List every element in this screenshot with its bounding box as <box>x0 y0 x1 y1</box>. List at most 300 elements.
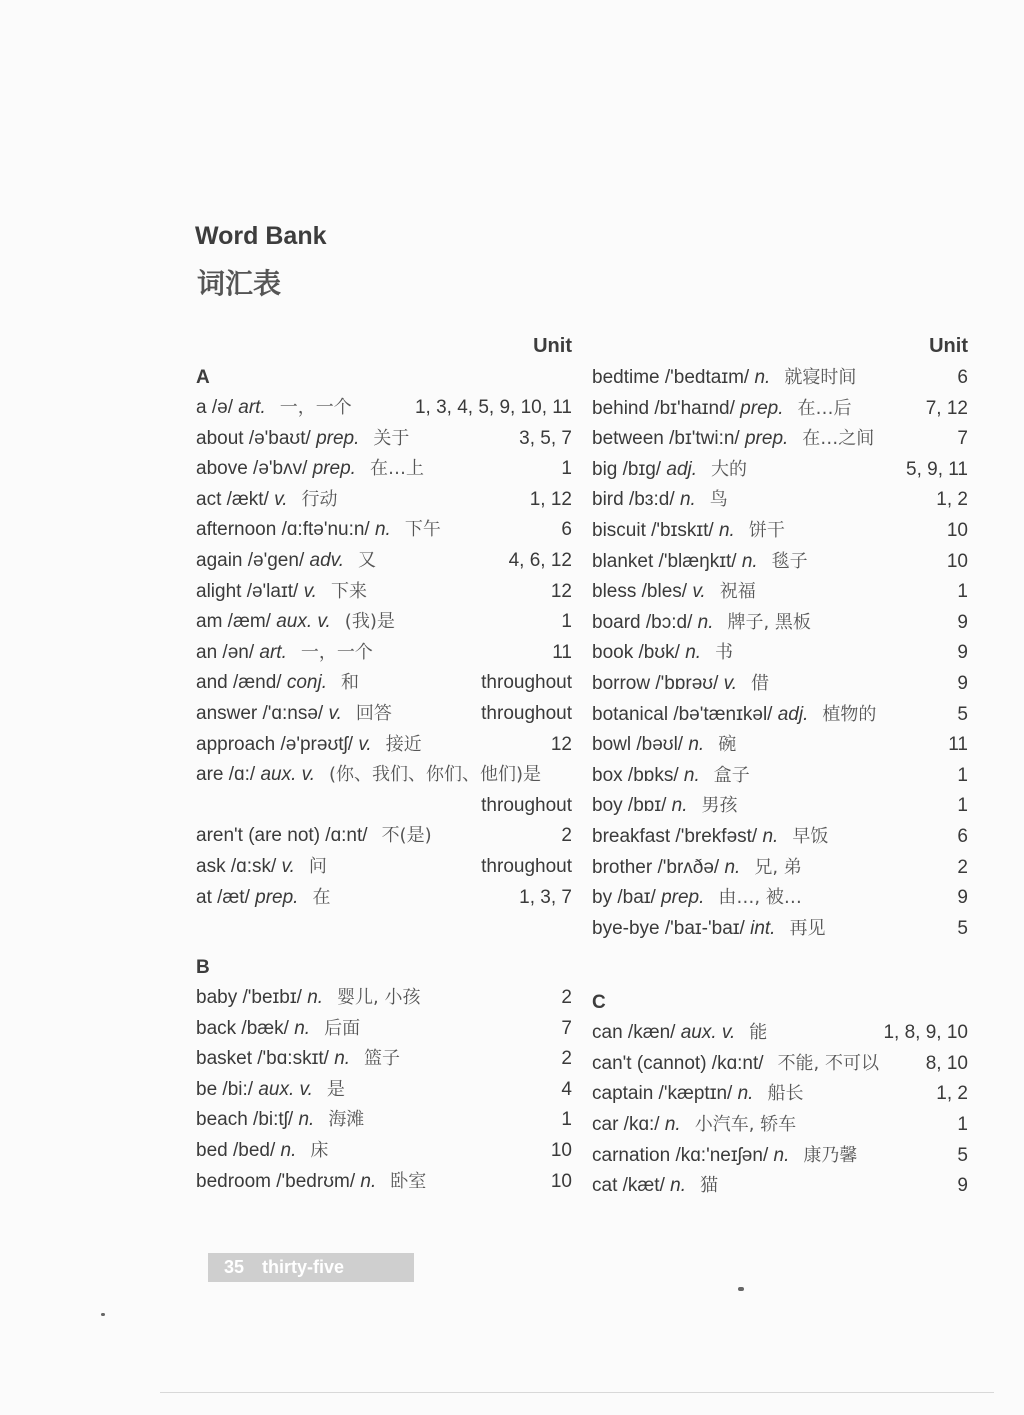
entry-text <box>592 1110 951 1141</box>
entry-part-of-speech: prep. <box>255 886 299 908</box>
entry-unit: 2 <box>957 856 968 878</box>
entry-part-of-speech: n. <box>697 611 714 633</box>
entry-translation: 由…, 被… <box>718 887 802 909</box>
entry-text <box>592 394 920 425</box>
entry-part-of-speech: n. <box>773 1144 790 1166</box>
entry-word: can /kæn/ <box>592 1022 676 1044</box>
word-entry <box>196 1075 572 1106</box>
entry-word: carnation /kɑ:'neɪʃən/ <box>592 1144 769 1166</box>
entry-translation: 一，一个 <box>279 397 352 418</box>
entry-text <box>196 1014 555 1045</box>
entry-text <box>592 455 900 486</box>
entry-part-of-speech: n. <box>360 1170 377 1192</box>
entry-part-of-speech: prep. <box>661 887 705 909</box>
entry-unit: 10 <box>946 519 968 541</box>
entry-translation: 不能, 不可以 <box>777 1052 880 1074</box>
entry-word: cat /kæt/ <box>592 1175 665 1197</box>
entry-unit: 1, 2 <box>936 489 968 511</box>
entry-word: approach /ə'prəʊtʃ/ <box>196 733 354 755</box>
entry-part-of-speech: v. <box>274 488 288 510</box>
entry-translation: 书 <box>715 642 734 664</box>
entry-word: again /ə'gen/ <box>196 549 305 571</box>
entry-translation: 卧室 <box>390 1170 427 1192</box>
entry-unit: 4, 6, 12 <box>508 549 572 571</box>
entry-word: afternoon /ɑ:ftə'nu:n/ <box>196 519 370 541</box>
entry-unit: 1, 8, 9, 10 <box>883 1022 968 1044</box>
entry-text <box>592 791 951 822</box>
entry-word: bedtime /'bedtaɪm/ <box>592 367 750 388</box>
entry-text <box>592 730 942 761</box>
entry-text <box>592 700 951 731</box>
word-entry <box>592 669 968 700</box>
entry-translation: 男孩 <box>701 795 738 817</box>
entry-translation: 接近 <box>385 733 422 755</box>
word-entry <box>592 1049 968 1080</box>
page-title: Word Bank <box>195 222 327 250</box>
word-entry <box>196 393 572 424</box>
entry-unit: throughout <box>481 702 572 724</box>
entry-part-of-speech: art. <box>259 641 287 663</box>
entry-translation: 不(是) <box>381 825 432 847</box>
entry-part-of-speech: aux. v. <box>276 611 331 633</box>
entry-unit: throughout <box>481 855 572 877</box>
word-entry <box>592 547 968 578</box>
page-footer <box>208 1253 414 1282</box>
word-entry <box>592 516 968 547</box>
entry-translation: (我)是 <box>344 611 395 633</box>
entry-text <box>196 1044 555 1075</box>
entry-part-of-speech: v. <box>723 672 738 694</box>
entry-translation: 篮子 <box>364 1048 401 1070</box>
entry-word: bed /bed/ <box>196 1140 276 1162</box>
entry-unit: 1, 3, 7 <box>519 886 572 908</box>
entry-unit: 10 <box>550 1140 572 1162</box>
word-entry <box>196 983 572 1014</box>
entry-text <box>196 577 545 608</box>
word-entry <box>592 853 968 884</box>
entry-part-of-speech: n. <box>294 1017 311 1039</box>
entry-word: captain /'kæptɪn/ <box>592 1083 733 1105</box>
entry-unit: 11 <box>948 734 968 756</box>
entry-part-of-speech: n. <box>298 1109 315 1131</box>
entry-translation: 借 <box>751 672 770 694</box>
entry-unit: 1 <box>561 458 572 480</box>
entry-translation: 在 <box>312 886 331 908</box>
entry-text <box>196 393 409 424</box>
entry-part-of-speech: n. <box>671 795 688 817</box>
entry-translation: 小汽车, 轿车 <box>694 1114 797 1136</box>
word-entry <box>196 760 572 791</box>
entry-word: can't (cannot) /kɑ:nt/ <box>592 1052 764 1074</box>
word-entry <box>196 515 572 546</box>
word-entry <box>196 1044 572 1075</box>
entry-translation: 兄, 弟 <box>754 856 802 878</box>
entry-translation: 再见 <box>789 917 826 939</box>
entry-text <box>592 424 951 455</box>
entry-unit: 5 <box>957 703 968 725</box>
entry-translation: 能 <box>749 1022 768 1044</box>
entry-text <box>196 760 566 791</box>
entry-translation: 鸟 <box>709 489 728 511</box>
word-entry <box>196 424 572 455</box>
entry-translation: 牌子, 黑板 <box>727 611 811 633</box>
entry-word: by /baɪ/ <box>592 887 656 909</box>
entry-part-of-speech: art. <box>238 397 266 418</box>
entry-text <box>196 883 513 914</box>
entry-text <box>196 546 503 577</box>
entry-part-of-speech: n. <box>737 1083 754 1105</box>
word-entry <box>592 1141 968 1172</box>
entry-text <box>592 547 941 578</box>
entry-unit: 1 <box>957 581 968 603</box>
entry-text <box>592 577 951 608</box>
entry-word: and /ænd/ <box>196 672 282 694</box>
entry-word: bye-bye /'baɪ-'baɪ/ <box>592 917 745 939</box>
entry-unit: 6 <box>957 825 968 847</box>
entry-part-of-speech: prep. <box>312 458 356 480</box>
entry-word: big /bɪg/ <box>592 458 662 480</box>
entry-translation: 回答 <box>355 702 392 724</box>
word-entry <box>592 1110 968 1141</box>
entry-word: car /kɑ:/ <box>592 1114 660 1136</box>
unit-column-header: Unit <box>533 335 572 357</box>
entry-word: act /ækt/ <box>196 488 269 510</box>
entry-part-of-speech: v. <box>328 702 342 724</box>
entry-unit: 1, 2 <box>936 1083 968 1105</box>
entry-part-of-speech: adv. <box>309 549 345 571</box>
entry-part-of-speech: n. <box>664 1114 681 1136</box>
entry-translation: 猫 <box>700 1175 718 1197</box>
entry-text <box>196 852 475 883</box>
entry-word: at /æt/ <box>196 886 250 908</box>
word-entry <box>592 700 968 731</box>
entry-part-of-speech: n. <box>724 856 741 878</box>
word-entry <box>196 1014 572 1045</box>
entry-translation: 关于 <box>373 427 410 449</box>
word-entry <box>592 791 968 822</box>
entry-translation: 植物的 <box>822 703 877 725</box>
scan-speck <box>738 1287 744 1291</box>
entry-word: between /bɪ'twi:n/ <box>592 428 740 450</box>
entry-word: bedroom /'bedrʊm/ <box>196 1170 356 1192</box>
entry-text <box>196 1167 545 1198</box>
entry-part-of-speech: adj. <box>777 703 809 725</box>
entry-translation: 船长 <box>767 1083 804 1105</box>
entry-translation: 一，一个 <box>300 641 373 663</box>
entry-translation: 海滩 <box>328 1109 365 1131</box>
word-entry <box>196 730 572 761</box>
entry-word: book /bʊk/ <box>592 642 680 664</box>
entry-text <box>592 853 951 884</box>
entry-unit: 7 <box>957 428 968 450</box>
entry-unit: 10 <box>946 550 968 572</box>
entry-translation: 早饭 <box>792 825 829 847</box>
entry-unit: 12 <box>550 733 572 755</box>
entry-part-of-speech: v. <box>692 581 706 603</box>
entry-word: basket /'bɑ:skɪt/ <box>196 1048 329 1070</box>
word-entry <box>196 668 572 699</box>
entry-word: about /ə'baʊt/ <box>196 427 311 449</box>
page-number-words: thirty-five <box>262 1257 345 1277</box>
entry-unit: 5 <box>957 917 968 939</box>
entry-part-of-speech: n. <box>374 519 391 541</box>
word-entry <box>196 607 572 638</box>
word-entry <box>196 577 572 608</box>
entry-word: behind /bɪ'haɪnd/ <box>592 397 735 419</box>
word-entry <box>196 454 572 485</box>
entry-word: back /bæk/ <box>196 1017 289 1039</box>
entry-text <box>592 1141 951 1172</box>
entry-part-of-speech: v. <box>303 580 317 602</box>
section-gap <box>592 944 968 988</box>
entry-text <box>196 424 513 455</box>
unit-column-header: Unit <box>929 335 968 357</box>
entry-translation: 在…后 <box>797 397 852 419</box>
section-letter: B <box>196 957 210 979</box>
entry-translation: 饼干 <box>748 519 785 541</box>
word-entry <box>592 455 968 486</box>
entry-word: alight /ə'laɪt/ <box>196 580 299 602</box>
word-entry <box>196 546 572 577</box>
entry-word: bless /bles/ <box>592 581 688 603</box>
word-entry <box>592 883 968 914</box>
page-title-chinese: 词汇表 <box>197 267 282 300</box>
entry-text <box>196 515 555 546</box>
entry-word: aren't (are not) /ɑ:nt/ <box>196 825 368 847</box>
entry-unit: 2 <box>561 1048 572 1070</box>
entry-text <box>196 454 555 485</box>
entry-word: botanical /bə'tænɪkəl/ <box>592 703 773 725</box>
section-letter: C <box>592 992 606 1014</box>
word-entry <box>592 394 968 425</box>
entry-translation: 后面 <box>324 1017 361 1039</box>
word-entry <box>196 883 572 914</box>
word-entry <box>196 1167 572 1198</box>
entry-unit: 5 <box>957 1144 968 1166</box>
entry-unit: 9 <box>957 672 968 694</box>
entry-unit: 6 <box>957 367 968 388</box>
entry-text <box>196 668 475 699</box>
entry-word: a /ə/ <box>196 397 233 418</box>
word-entry <box>592 761 968 792</box>
entry-unit: 9 <box>957 1175 968 1197</box>
entry-part-of-speech: aux. v. <box>258 1078 313 1100</box>
entry-text <box>592 1079 930 1110</box>
entry-unit: 2 <box>561 987 572 1009</box>
entry-word: am /æm/ <box>196 611 271 633</box>
entry-part-of-speech: n. <box>741 550 758 572</box>
entry-word: brother /'brʌðə/ <box>592 856 720 878</box>
entry-word: an /ən/ <box>196 641 255 663</box>
entry-part-of-speech: int. <box>750 917 776 939</box>
entry-part-of-speech: n. <box>307 987 324 1009</box>
section-gap <box>196 913 572 953</box>
entry-text <box>592 822 951 853</box>
entry-translation: 是 <box>326 1078 345 1100</box>
page-number: 35 <box>224 1257 245 1277</box>
entry-text <box>592 608 951 639</box>
entry-text <box>196 1105 555 1136</box>
entry-text <box>592 761 951 792</box>
entry-translation: 又 <box>358 549 377 571</box>
entry-translation: 盒子 <box>713 764 750 786</box>
entry-text <box>592 363 951 394</box>
entry-translation: 就寝时间 <box>784 367 857 388</box>
entry-part-of-speech: prep. <box>744 428 789 450</box>
entry-part-of-speech: n. <box>670 1175 686 1197</box>
entry-part-of-speech: adj. <box>666 458 698 480</box>
entry-translation: 婴儿, 小孩 <box>337 987 421 1009</box>
entry-unit: 1 <box>957 1114 968 1136</box>
scan-speck <box>101 1313 105 1316</box>
entry-text <box>592 914 951 945</box>
entry-part-of-speech: n. <box>683 764 700 786</box>
entry-part-of-speech: v. <box>358 733 372 755</box>
entry-unit-continued: throughout <box>481 794 572 816</box>
entry-unit: 4 <box>561 1078 572 1100</box>
entry-unit: 9 <box>957 611 968 633</box>
word-entry <box>196 852 572 883</box>
entry-translation: 祝福 <box>719 581 756 603</box>
entry-part-of-speech: n. <box>679 489 696 511</box>
word-entry <box>196 699 572 730</box>
entry-unit: 1 <box>957 764 968 786</box>
entry-unit: 7, 12 <box>925 397 968 419</box>
word-entry <box>592 1079 968 1110</box>
bottom-divider <box>160 1392 994 1393</box>
entry-text <box>592 638 951 669</box>
entry-word: boy /bɒɪ/ <box>592 795 667 817</box>
entry-text <box>592 1018 877 1049</box>
entry-unit: 3, 5, 7 <box>519 427 572 449</box>
entry-translation: 在…之间 <box>802 428 875 450</box>
entry-word: board /bɔ:d/ <box>592 611 693 633</box>
entry-word: borrow /'bɒrəʊ/ <box>592 672 719 694</box>
entry-unit: 11 <box>552 641 572 663</box>
entry-word: are /ɑ:/ <box>196 764 256 786</box>
word-entry <box>196 638 572 669</box>
entry-text <box>592 485 930 516</box>
entry-text <box>592 883 951 914</box>
entry-text <box>196 485 524 516</box>
entry-part-of-speech: n. <box>718 519 735 541</box>
entry-word: above /ə'bʌv/ <box>196 458 308 480</box>
entry-text <box>592 1049 920 1080</box>
entry-part-of-speech: n. <box>334 1048 351 1070</box>
entry-unit: 12 <box>550 580 572 602</box>
entry-part-of-speech: conj. <box>286 672 327 694</box>
entry-part-of-speech: n. <box>688 734 705 756</box>
left-column <box>196 333 572 1197</box>
entry-unit: 8, 10 <box>925 1052 968 1074</box>
entry-unit: 9 <box>957 642 968 664</box>
entry-unit: 1 <box>561 1109 572 1131</box>
entry-translation: 下午 <box>404 519 441 541</box>
entry-part-of-speech: n. <box>280 1140 297 1162</box>
word-entry <box>592 914 968 945</box>
entry-word: breakfast /'brekfəst/ <box>592 825 758 847</box>
entry-unit: 9 <box>957 887 968 909</box>
entry-unit: 6 <box>561 519 572 541</box>
entry-text <box>196 638 546 669</box>
entry-unit: 1 <box>957 795 968 817</box>
entry-text <box>196 730 545 761</box>
entry-word: box /bɒks/ <box>592 764 679 786</box>
entry-translation: 和 <box>341 672 359 694</box>
entry-part-of-speech: n. <box>754 367 771 388</box>
entry-translation: 在…上 <box>369 458 424 480</box>
section-letter: A <box>196 367 210 388</box>
word-entry <box>196 821 572 852</box>
entry-unit: throughout <box>481 672 572 694</box>
entry-unit: 10 <box>550 1170 572 1192</box>
word-entry <box>592 730 968 761</box>
entry-translation: 康乃馨 <box>803 1144 858 1166</box>
entry-word: bowl /bəʊl/ <box>592 734 684 756</box>
entry-text <box>196 983 555 1014</box>
entry-translation: 下来 <box>330 580 367 602</box>
entry-unit: 2 <box>561 825 572 847</box>
entry-part-of-speech: v. <box>281 855 295 877</box>
entry-text <box>592 669 951 700</box>
word-entry <box>592 822 968 853</box>
entry-unit: 1, 12 <box>529 488 572 510</box>
entry-text <box>196 699 475 730</box>
right-column <box>592 333 968 1202</box>
entry-text <box>196 607 555 638</box>
entry-part-of-speech: aux. v. <box>680 1022 736 1044</box>
entry-translation: 问 <box>308 855 327 877</box>
entry-unit: 1, 3, 4, 5, 9, 10, 11 <box>414 397 572 418</box>
entry-word: biscuit /'bɪskɪt/ <box>592 519 714 541</box>
word-entry <box>196 1105 572 1136</box>
word-entry <box>592 485 968 516</box>
entry-translation: 碗 <box>718 734 737 756</box>
entry-word: beach /bi:tʃ/ <box>196 1109 294 1131</box>
entry-word: answer /'ɑ:nsə/ <box>196 702 324 724</box>
entry-part-of-speech: n. <box>685 642 702 664</box>
entry-word: ask /ɑ:sk/ <box>196 855 277 877</box>
entry-unit: 1 <box>561 611 572 633</box>
entry-text <box>592 1171 951 1202</box>
entry-translation: 行动 <box>301 488 338 510</box>
entry-translation: (你、我们、你们、他们)是 <box>329 764 542 786</box>
entry-word: blanket /'blæŋkɪt/ <box>592 550 737 572</box>
entry-text <box>196 1136 545 1167</box>
word-entry <box>592 638 968 669</box>
word-entry <box>592 577 968 608</box>
entry-translation: 毯子 <box>771 550 808 572</box>
entry-unit: 7 <box>561 1017 572 1039</box>
entry-translation: 床 <box>310 1140 329 1162</box>
entry-text <box>592 516 941 547</box>
entry-text <box>196 821 555 852</box>
entry-word: bird /bɜ:d/ <box>592 489 675 511</box>
entry-part-of-speech: prep. <box>740 397 784 419</box>
word-entry <box>592 608 968 639</box>
entry-part-of-speech: prep. <box>316 427 360 449</box>
word-entry <box>592 424 968 455</box>
entry-word: be /bi:/ <box>196 1078 254 1100</box>
entry-unit: 5, 9, 11 <box>906 458 968 480</box>
entry-part-of-speech: aux. v. <box>260 764 315 786</box>
entry-text <box>196 1075 555 1106</box>
entry-part-of-speech: n. <box>762 825 779 847</box>
word-entry <box>592 363 968 394</box>
entry-translation: 大的 <box>711 458 748 480</box>
word-entry <box>196 485 572 516</box>
entry-word: baby /'beɪbɪ/ <box>196 987 302 1009</box>
